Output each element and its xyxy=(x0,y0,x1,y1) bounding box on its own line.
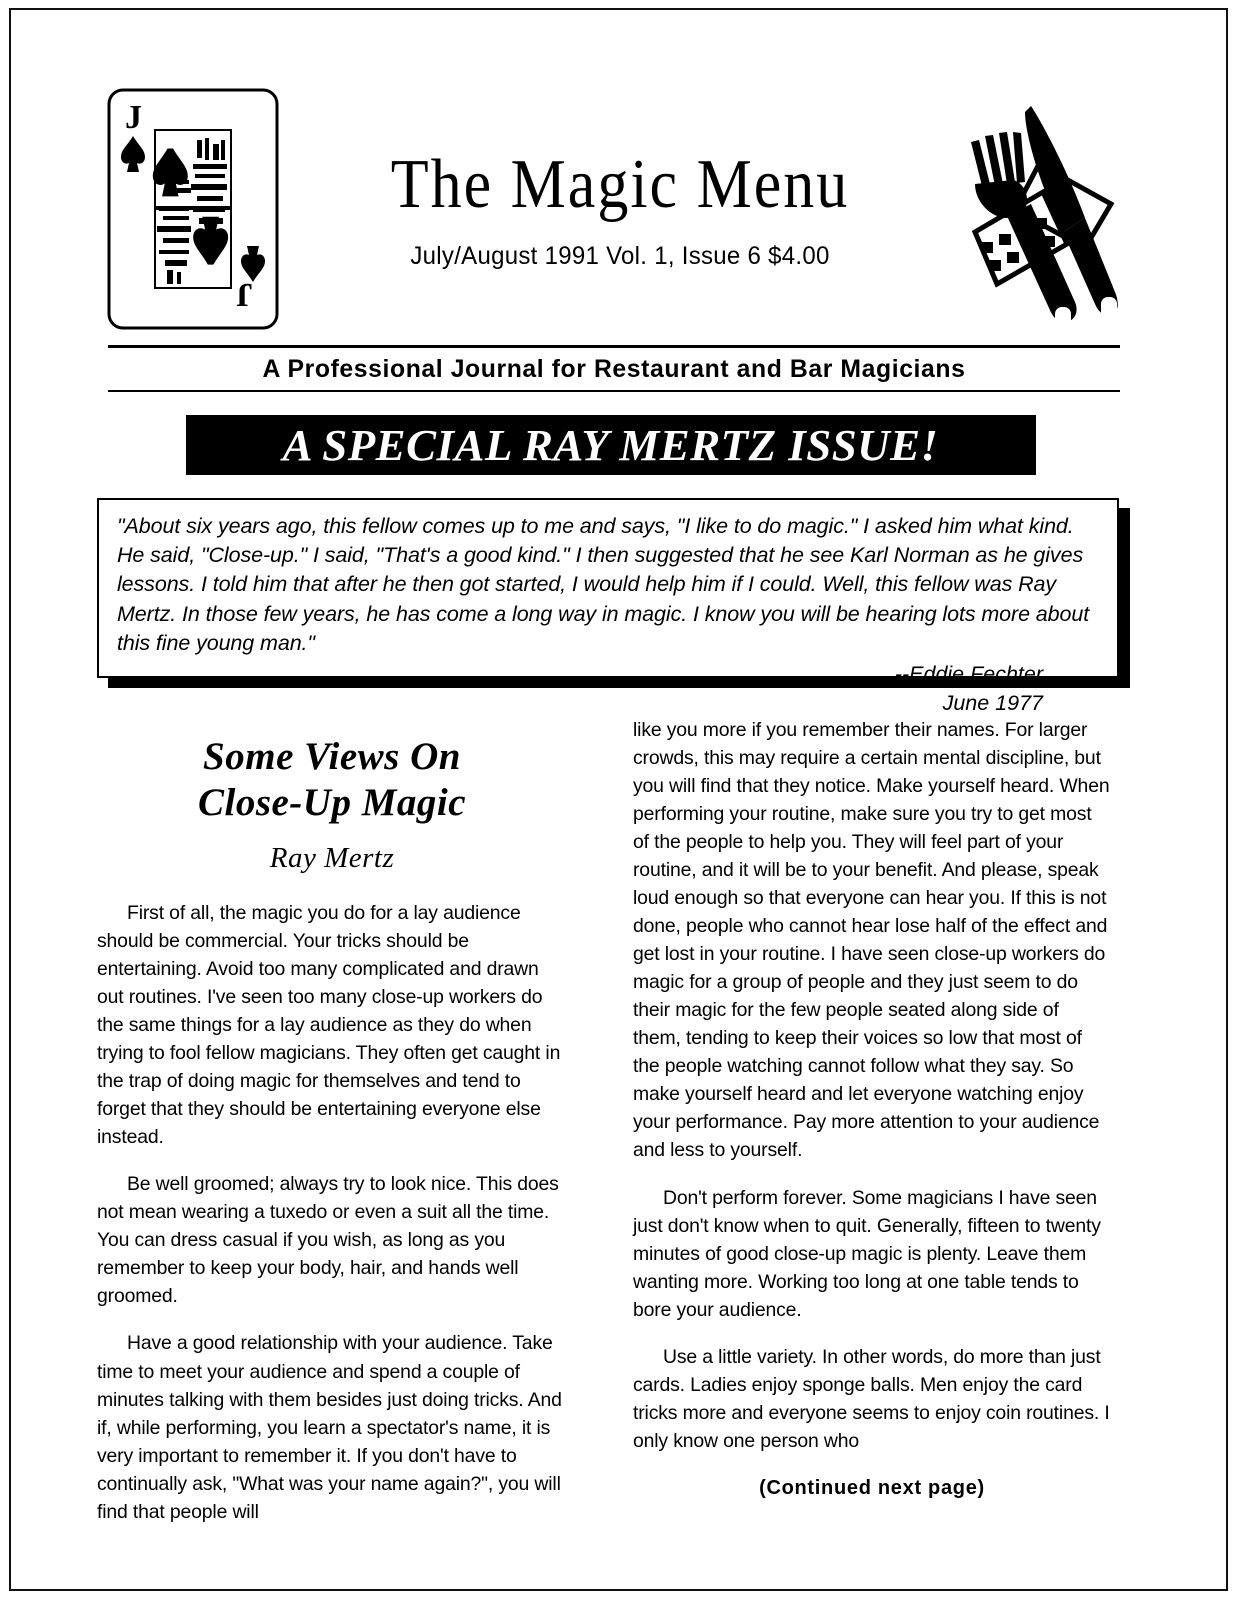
special-issue-banner xyxy=(186,415,1036,475)
article-headline xyxy=(97,734,567,826)
headline-line-2: Close-Up Magic xyxy=(197,781,467,825)
banner-text: A SPECIAL RAY MERTZ ISSUE! xyxy=(283,420,939,470)
subtitle-rule-bottom xyxy=(108,390,1120,392)
paragraph: First of all, the magic you do for a lay audience should be commercial. Your tricks should be entertaining. Avoid too many complicated and drawn out routines. I've seen too many close-up workers do the same things for a lay audience as they do when trying to fool fellow magicians. They often get caught in the trap of doing magic for themselves and tend to forget that they should be entertaining everyone else instead. xyxy=(97,902,561,1149)
quote-attribution-date: June 1977 xyxy=(942,690,1043,715)
quote-attribution xyxy=(117,660,1099,717)
journal-subtitle: A Professional Journal for Restaurant and Bar Magicians xyxy=(262,355,966,383)
quote-body: "About six years ago, this fellow comes up to me and says, "I like to do magic." I asked him what kind. He said, "Close-up." I said, "That's a good kind." I then suggested that he see Karl Norman as he gives lessons. I told him that after he then got started, I would help him if I could. Well, this fellow was Ray Mertz. In those few years, he has come a long way in magic. I know you will be hearing lots more about this fine young man." xyxy=(117,514,1090,655)
svg-text:J: J xyxy=(236,276,253,313)
pull-quote-box xyxy=(97,498,1119,715)
paragraph: like you more if you remember their names. For larger crowds, this may require a certain mental discipline, but you will find that they notice. Make yourself heard. When performing your routine, make sure you try to get most of the people to help you. They will feel part of your routine, and it will be to your benefit. And please, speak loud enough so that everyone can hear you. If this is not done, people who cannot hear lose half of the effect and get lost in your routine. I have seen close-up workers do magic for a group of people and they just seem to do their magic for the few people seated along side of them, tending to keep their voices so low that most of the people watching cannot follow what they say. So make yourself heard and let everyone watching enjoy your performance. Pay more attention to your audience and less to yourself. xyxy=(633,719,1110,1162)
paragraph: Be well groomed; always try to look nice. This does not mean wearing a tuxedo or even a suit all the time. You can dress casual if you wish, as long as you remember to keep your body, hair, and hands well groomed. xyxy=(97,1173,559,1308)
article-byline: Ray Mertz xyxy=(269,842,395,875)
knife-and-fork-icon xyxy=(935,92,1140,337)
title-block xyxy=(300,146,940,271)
headline-line-1: Some Views On xyxy=(203,735,461,778)
paragraph: Don't perform forever. Some magicians I have seen just don't know when to quit. Generally, fifteen to twenty minutes of good close-up magic is plenty. Leave them wanting more. Working too long at one table tends to bore your audience. xyxy=(633,1186,1101,1321)
svg-text:J: J xyxy=(125,99,142,136)
paragraph: Use a little variety. In other words, do more than just cards. Ladies enjoy sponge balls. Men enjoy the card tricks more and everyone seems to enjoy coin routines. I only know one person who xyxy=(633,1345,1110,1452)
issue-line: July/August 1991 Vol. 1, Issue 6 $4.00 xyxy=(410,242,830,270)
subtitle-band xyxy=(108,345,1120,392)
page-title: The Magic Menu xyxy=(390,146,850,223)
article-column-right xyxy=(633,716,1111,1500)
continued-next-page-note: (Continued next page) xyxy=(759,1476,985,1499)
masthead xyxy=(0,0,1237,340)
paragraph: Have a good relationship with your audience. Take time to meet your audience and spend a couple of minutes talking with them besides just doing tricks. And if, while performing, you learn a spectator's name, it is very important to remember it. If you don't have to continually ask, "What was your name again?", you will find that people will xyxy=(97,1332,562,1523)
article-column-left xyxy=(97,716,567,1545)
quote-attribution-name: --Eddie Fechter xyxy=(894,662,1043,687)
jack-of-spades-playing-card-icon xyxy=(107,88,279,330)
